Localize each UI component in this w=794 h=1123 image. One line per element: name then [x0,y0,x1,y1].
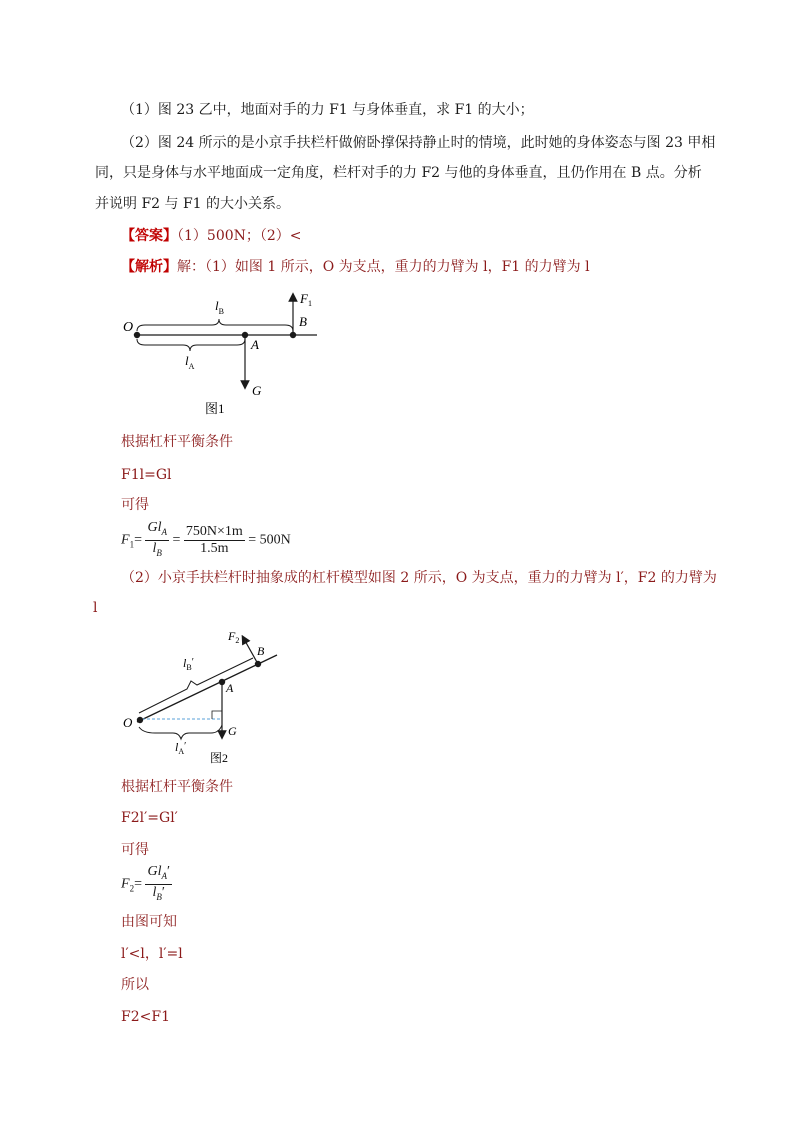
answer-label: 【答案】 [121,228,177,244]
question-1: （1）图 23 乙中，地面对手的力 F1 与身体垂直，求 F1 的大小； [121,102,534,118]
question-2-line-1: （2）图 24 所示的是小京手扶栏杆做俯卧撑保持静止时的情境，此时她的身体姿态与图 23 甲相 [121,135,716,151]
formula-2-frac: $\frac{Gl_A'}{l_B'}$ [147,864,171,902]
question-2-line-3: 并说明 F2 与 F1 的大小关系。 [95,196,291,212]
figure-1 [115,285,335,420]
answer-row [121,226,302,246]
figure-2 [115,625,290,770]
brace-la [139,725,222,739]
suoyi: 所以 [121,977,149,993]
point-b [255,661,261,667]
answer-text: （1）500N；（2）< [177,228,302,244]
analysis-intro: 解：（1）如图 1 所示，O 为支点，重力的力臂为 l，F1 的力臂为 l [177,259,590,275]
analysis-label: 【解析】 [121,259,177,275]
kede-1: 可得 [121,497,149,513]
brace-la [137,339,245,351]
label-b: B [257,644,265,658]
label-la: $l_A'$ [175,740,187,756]
cond-2: 根据杠杆平衡条件 [121,779,233,795]
label-g: G [252,383,262,398]
label-lb: $l_B$ [215,298,224,316]
formula-1-frac-symbolic: $\frac{Gl_A}{l_B}$ [147,520,167,558]
force-f2-arrow [244,639,258,664]
part-2-line-1: （2）小京手扶栏杆时抽象成的杠杆模型如图 2 所示，O 为支点，重力的力臂为 l′，F2 的力臂为 [121,570,717,586]
label-a: A [251,337,259,352]
formula-1-frac-numeric: $\frac{750N\times 1m}{1.5m}$ [185,523,243,556]
formula-1: $F_1=$ $\frac{Gl_A}{l_B}$ = $\frac{750N\times 1m}{1.5m}$ = 500N [121,520,291,561]
part-2-line-2: l [93,600,98,616]
kede-2: 可得 [121,842,149,858]
label-la: $l_A$ [185,353,195,371]
analysis-intro-row [121,257,590,277]
label-b: B [299,314,307,329]
compare: l′<l，l′=l [121,946,183,962]
conclusion: F2<F1 [121,1009,170,1025]
from-fig: 由图可知 [121,914,177,930]
label-g: G [228,724,237,738]
question-2-line-2: 同，只是身体与水平地面成一定角度，栏杆对手的力 F2 与他的身体垂直，且仍作用在 B 点。分析 [95,165,702,181]
label-a: A [226,681,234,695]
label-o: O [123,320,134,335]
figure-1-caption: 图1 [205,401,225,416]
eq-2: F2l′=Gl′ [121,810,178,826]
label-f2: $F_2$ [228,629,240,645]
eq-1: F1l=Gl [121,467,172,483]
label-lb: $l_B'$ [183,656,194,672]
point-o [134,332,140,338]
brace-lb [139,658,253,713]
figure-2-caption: 图2 [210,751,229,765]
right-angle-mark [212,711,222,719]
cond-1: 根据杠杆平衡条件 [121,434,233,450]
formula-2: $F_2=$ $\frac{Gl_A'}{l_B'}$ [121,864,172,905]
label-o: O [123,715,133,730]
brace-lb [137,319,293,331]
point-o [137,717,143,723]
label-f1: $F_1$ [300,291,312,308]
point-a [219,679,225,685]
